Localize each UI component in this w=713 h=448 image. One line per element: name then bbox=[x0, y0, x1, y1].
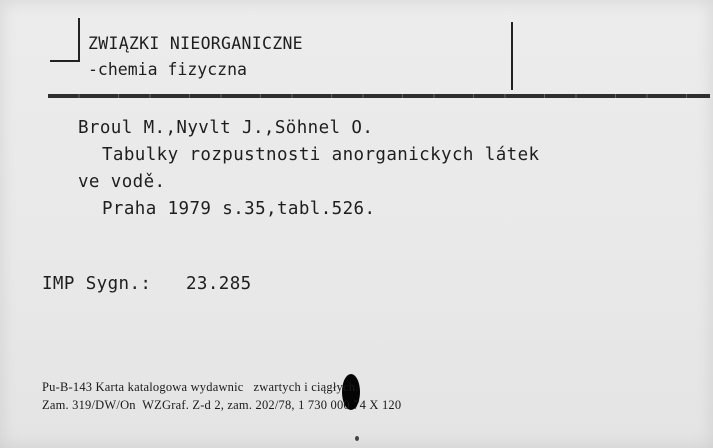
header-bracket-vertical bbox=[78, 18, 80, 62]
footer-line-2: Zam. 319/DW/On WZGraf. Z-d 2, zam. 202/78, 1 730 000 74 X 120 bbox=[42, 398, 402, 412]
ink-spot bbox=[355, 436, 359, 441]
signature-value: 23.285 bbox=[186, 274, 252, 294]
entry-title-line-1: Tabulky rozpustnosti anorganickych látek bbox=[102, 145, 540, 165]
signature-label: IMP Sygn.: bbox=[42, 274, 152, 294]
entry-authors: Broul M.,Nyvlt J.,Söhnel O. bbox=[78, 118, 374, 138]
subject-heading: ZWIĄZKI NIEORGANICZNE bbox=[88, 34, 303, 53]
header-rule bbox=[48, 94, 710, 98]
entry-publication: Praha 1979 s.35,tabl.526. bbox=[102, 199, 376, 219]
footer-line-1: Pu-B-143 Karta katalogowa wydawnic zwartych i ciągłych. bbox=[42, 380, 359, 394]
header-divider bbox=[511, 22, 513, 90]
subject-subheading: -chemia fizyczna bbox=[88, 60, 247, 79]
header-bracket-horizontal bbox=[50, 60, 80, 62]
entry-title-line-2: ve vodě. bbox=[78, 172, 166, 192]
